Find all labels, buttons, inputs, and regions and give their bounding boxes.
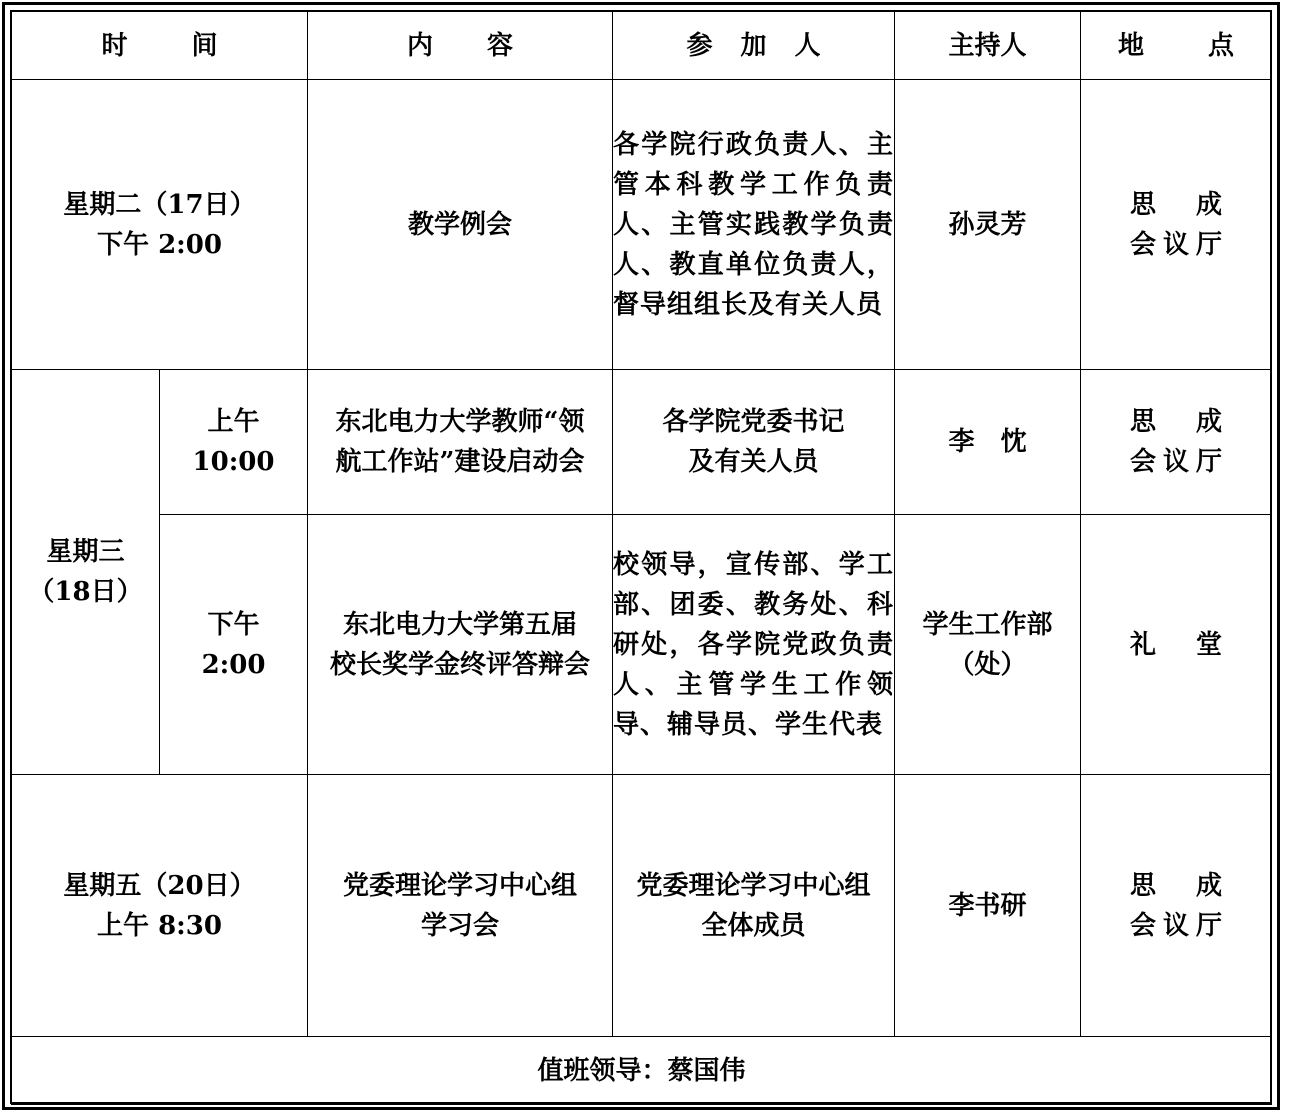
content-text: 东北电力大学教师“领 航工作站”建设启动会 — [335, 407, 585, 477]
participants-cell — [613, 775, 895, 1037]
header-venue-char-1: 地 — [1117, 30, 1144, 61]
venue-char: 成 — [1195, 189, 1222, 220]
host-text: 孙灵芳 — [948, 209, 1027, 240]
participants-text: 各学院党委书记 及有关人员 — [662, 407, 845, 477]
table-row — [12, 775, 1272, 1037]
content-text: 东北电力大学第五届 校长奖学金终评答辩会 — [329, 609, 590, 680]
header-participants-char-2: 加 — [740, 30, 767, 61]
header-participants-char-3: 人 — [794, 30, 821, 61]
participants-cell — [613, 515, 895, 775]
venue-char: 会 — [1130, 447, 1157, 477]
host-text: 学生工作部 （处） — [922, 609, 1053, 680]
venue-char: 堂 — [1195, 629, 1222, 660]
time-text: 下午 2:00 — [201, 609, 266, 680]
venue-char: 会 — [1130, 229, 1157, 260]
venue-cell — [1081, 370, 1272, 515]
venue-char: 会 — [1130, 910, 1157, 941]
time-cell — [12, 775, 308, 1037]
venue-char: 礼 — [1130, 629, 1157, 660]
content-text: 教学例会 — [407, 209, 512, 240]
participants-cell — [613, 80, 895, 370]
header-content-char-1: 内 — [406, 30, 433, 61]
header-time — [12, 12, 308, 80]
host-text: 李 忱 — [948, 427, 1027, 457]
table-row — [12, 80, 1272, 370]
header-time-char-2: 间 — [191, 30, 218, 61]
time-text: 星期五（20日） 上午 8:30 — [63, 870, 256, 941]
header-row — [12, 12, 1272, 80]
venue-char: 思 — [1130, 189, 1157, 220]
time-cell — [160, 515, 308, 775]
header-content-char-2: 容 — [487, 30, 514, 61]
content-cell — [308, 370, 613, 515]
header-participants — [613, 12, 895, 80]
venue-char: 厅 — [1195, 447, 1222, 477]
participants-text: 各学院行政负责人、主管本科教学工作负责人、主管实践教学负责人、教直单位负责人，督导组组长及有关人员 — [613, 129, 894, 320]
venue-char: 厅 — [1195, 229, 1222, 260]
schedule-table — [11, 11, 1272, 1105]
host-cell — [895, 80, 1081, 370]
header-venue — [1081, 12, 1272, 80]
venue-cell — [1081, 775, 1272, 1037]
participants-cell — [613, 370, 895, 515]
host-cell — [895, 775, 1081, 1037]
venue-char: 思 — [1130, 407, 1157, 437]
venue-char: 议 — [1162, 910, 1189, 941]
content-cell — [308, 775, 613, 1037]
header-content — [308, 12, 613, 80]
host-cell — [895, 515, 1081, 775]
venue-char: 议 — [1162, 229, 1189, 260]
day-cell — [12, 370, 160, 775]
header-participants-char-1: 参 — [686, 30, 713, 61]
content-cell — [308, 80, 613, 370]
venue-cell — [1081, 80, 1272, 370]
venue-char: 厅 — [1195, 910, 1222, 941]
table-row — [12, 370, 1272, 515]
time-cell — [160, 370, 308, 515]
venue-char: 成 — [1195, 407, 1222, 437]
duty-leader-cell — [12, 1037, 1272, 1105]
content-text: 党委理论学习中心组 学习会 — [342, 870, 577, 941]
header-venue-char-2: 点 — [1208, 30, 1235, 61]
participants-text: 党委理论学习中心组 全体成员 — [636, 870, 871, 941]
footer-row — [12, 1037, 1272, 1105]
day-text: 星期三 （18日） — [28, 537, 143, 607]
duty-leader-text: 值班领导：蔡国伟 — [537, 1055, 746, 1086]
time-cell — [12, 80, 308, 370]
time-text: 星期二（17日） 下午 2:00 — [63, 189, 256, 260]
host-cell — [895, 370, 1081, 515]
header-time-char-1: 时 — [101, 30, 128, 61]
venue-char: 成 — [1195, 870, 1222, 901]
table-row — [12, 515, 1272, 775]
host-text: 李书研 — [948, 890, 1027, 921]
venue-cell — [1081, 515, 1272, 775]
participants-text: 校领导，宣传部、学工部、团委、教务处、科研处，各学院党政负责人、主管学生工作领导、辅导员、学生代表 — [613, 549, 894, 740]
venue-char: 思 — [1130, 870, 1157, 901]
header-host: 主持人 — [895, 12, 1081, 80]
time-text: 上午 10:00 — [192, 407, 275, 477]
venue-char: 议 — [1162, 447, 1189, 477]
content-cell — [308, 515, 613, 775]
